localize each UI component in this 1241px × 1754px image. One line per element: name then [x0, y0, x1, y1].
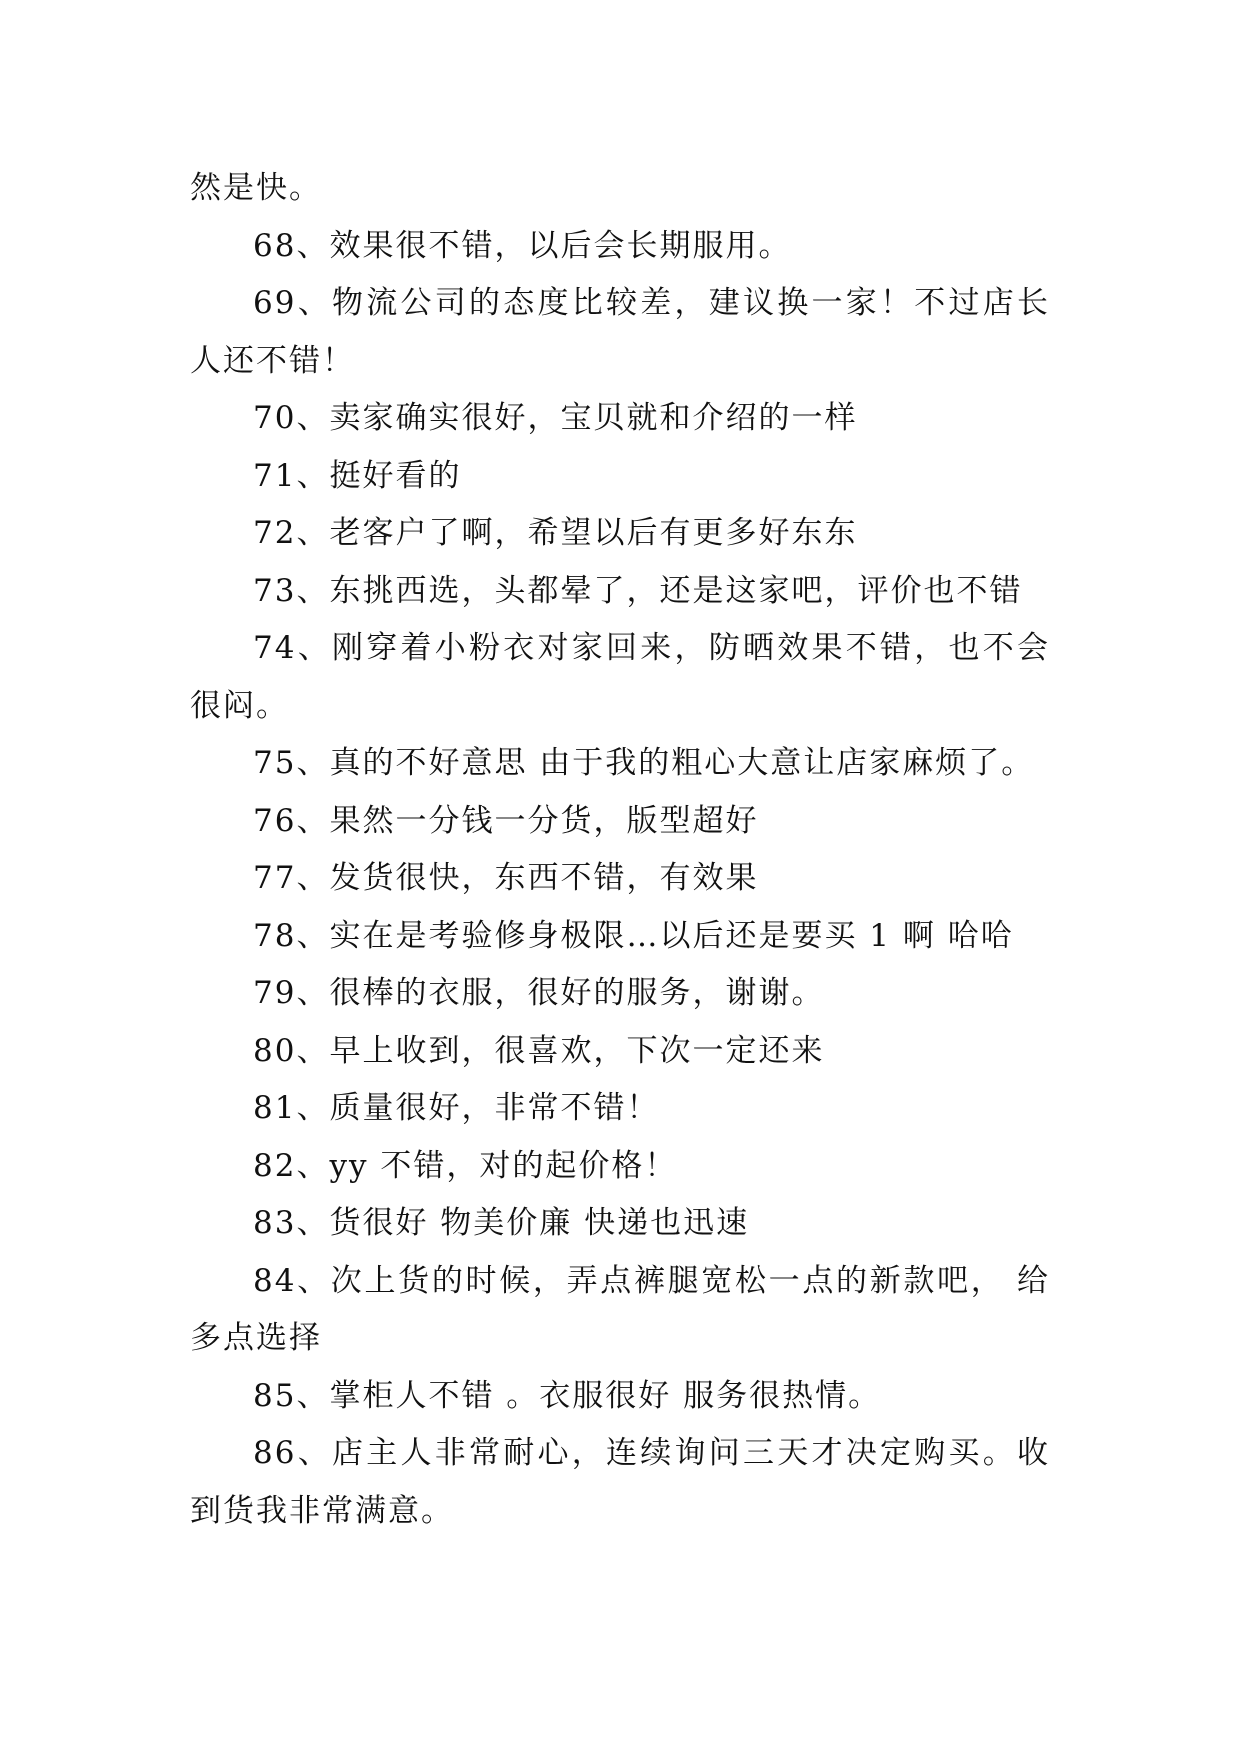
- paragraph-68: 68、效果很不错，以后会长期服用。: [253, 227, 792, 264]
- paragraph-70: 70、卖家确实很好，宝贝就和介绍的一样: [253, 400, 858, 436]
- paragraph-83: 83、货很好 物美价廉 快递也迅速: [253, 1205, 750, 1241]
- paragraph-82: 82、yy 不错，对的起价格！: [253, 1147, 678, 1184]
- paragraph-75: 75、真的不好意思 由于我的粗心大意让店家麻烦了。: [253, 745, 1035, 781]
- paragraph-77: 77、发货很快，东西不错，有效果: [253, 860, 759, 896]
- document-body: [190, 160, 1050, 1540]
- paragraph-71: 71、挺好看的: [253, 457, 462, 494]
- paragraph-86: 86、店主人非常耐心，连续询问三天才决定购买。收到货我非常满意。: [190, 1435, 1050, 1529]
- paragraph-80: 80、早上收到，很喜欢，下次一定还来: [253, 1032, 825, 1069]
- paragraph-81: 81、质量很好，非常不错！: [253, 1090, 660, 1126]
- paragraph-73: 73、东挑西选，头都晕了，还是这家吧，评价也不错: [253, 572, 1023, 609]
- paragraph-78: 78、实在是考验修身极限…以后还是要买 1 啊 哈哈: [253, 917, 1014, 954]
- paragraph-72: 72、老客户了啊，希望以后有更多好东东: [253, 515, 858, 551]
- paragraph-74: 74、刚穿着小粉衣对家回来，防晒效果不错，也不会很闷。: [190, 630, 1050, 724]
- paragraph-69: 69、物流公司的态度比较差，建议换一家！不过店长人还不错！: [190, 285, 1050, 379]
- paragraph-79: 79、很棒的衣服，很好的服务，谢谢。: [253, 975, 825, 1011]
- paragraph-67-continuation: 然是快。: [190, 170, 322, 206]
- paragraph-76: 76、果然一分钱一分货，版型超好: [253, 802, 759, 839]
- paragraph-84: 84、次上货的时候，弄点裤腿宽松一点的新款吧， 给多点选择: [190, 1262, 1050, 1356]
- paragraph-85: 85、掌柜人不错 。衣服很好 服务很热情。: [253, 1377, 882, 1414]
